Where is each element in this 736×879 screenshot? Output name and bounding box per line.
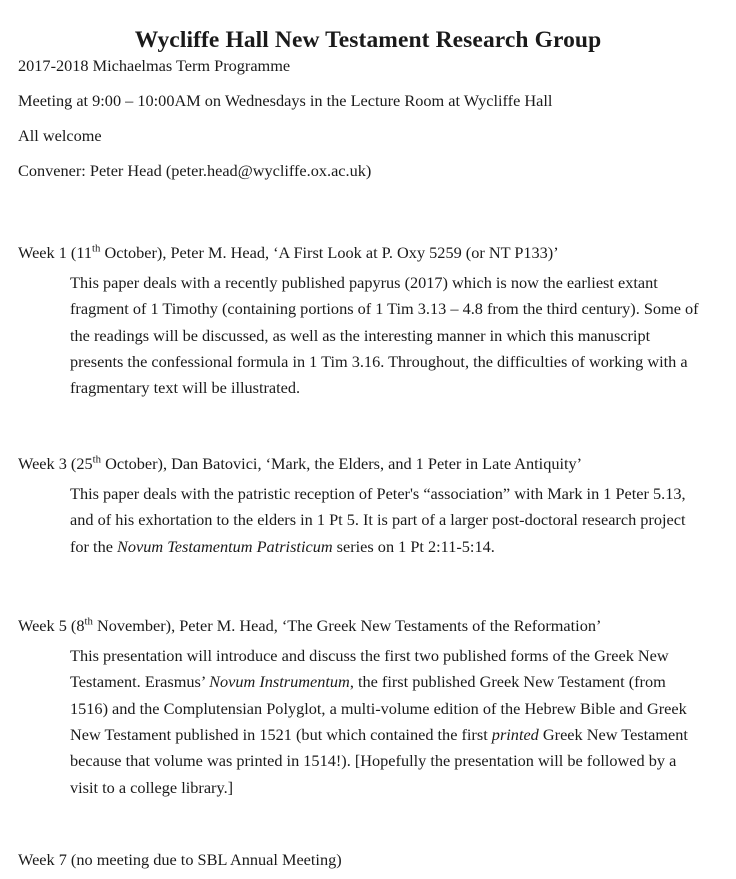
text-run: Greek New Testament because that volume was printed in 1514!). [Hopefully the presentation will be followed by a visit to a college library.] xyxy=(70,725,688,797)
week-heading-3 xyxy=(18,454,720,475)
document-meta-block xyxy=(18,58,718,198)
week-heading-5-prefix: Week 5 (8 xyxy=(18,616,85,635)
page-title: Wycliffe Hall New Testament Research Group xyxy=(134,26,602,53)
week-heading-5 xyxy=(18,616,720,637)
text-run: , the first published Greek New Testament (from 1516) and the Complutensian Polyglot, a multi-volume edition of the Hebrew Bible and Greek New Testament published in 1521 (but which contained the first xyxy=(70,672,687,745)
text-run: series on 1 Pt 2:11-5:14. xyxy=(332,536,495,556)
week-abstract-3 xyxy=(70,481,702,560)
meta-line-term: 2017-2018 Michaelmas Term Programme xyxy=(18,56,291,75)
italic-run: printed xyxy=(491,725,539,745)
meta-line-all-welcome: All welcome xyxy=(18,125,102,145)
meta-line-meeting-details: Meeting at 9:00 – 10:00AM on Wednesdays in the Lecture Room at Wycliffe Hall xyxy=(18,90,553,110)
text-run: This presentation will introduce and discuss the first two published forms of the Greek New Testament. Erasmus’ xyxy=(70,645,669,692)
text-run: This paper deals with the patristic reception of Peter's “association” with Mark in 1 Peter 5.13, and of his exhortation to the elders in 1 Pt 5. It is part of a larger post-doctoral research project for the xyxy=(70,483,686,556)
week-abstract-1 xyxy=(70,270,702,402)
week-entry-7 xyxy=(18,850,720,871)
week-heading-1 xyxy=(18,243,720,264)
week-heading-1-prefix: Week 1 (11 xyxy=(18,243,93,262)
week-heading-5-suffix: November), Peter M. Head, ‘The Greek New Testaments of the Reformation’ xyxy=(92,616,602,635)
week-abstract-5 xyxy=(70,643,702,801)
week-heading-1-ordinal: th xyxy=(92,242,101,255)
text-run: This paper deals with a recently published papyrus (2017) which is now the earliest extant fragment of 1 Timothy (containing portions of 1 Tim 3.13 – 4.8 from the third century). Some of the readings will be discussed, as well as the interesting manner in which this manuscript presents the confessional formula in 1 Tim 3.16. Throughout, the difficulties of working with a fragmentary text will be illustrated. xyxy=(70,272,699,398)
week-entry-5 xyxy=(18,616,720,801)
week-heading-5-ordinal: th xyxy=(84,615,93,628)
week-entry-1 xyxy=(18,243,720,402)
week-heading-3-ordinal: th xyxy=(92,453,102,466)
meta-line-convener: Convener: Peter Head (peter.head@wycliffe.ox.ac.uk) xyxy=(18,160,372,180)
week-heading-1-suffix: October), Peter M. Head, ‘A First Look at P. Oxy 5259 (or NT P133)’ xyxy=(100,243,559,262)
week-heading-7: Week 7 (no meeting due to SBL Annual Meeting) xyxy=(18,850,342,869)
italic-run: Novum Testamentum Patristicum xyxy=(117,536,333,556)
italic-run: Novum Instrumentum xyxy=(209,672,350,692)
week-heading-3-prefix: Week 3 (25 xyxy=(18,454,93,473)
week-entry-3 xyxy=(18,454,720,560)
week-heading-3-suffix: October), Dan Batovici, ‘Mark, the Elders, and 1 Peter in Late Antiquity’ xyxy=(101,454,583,473)
